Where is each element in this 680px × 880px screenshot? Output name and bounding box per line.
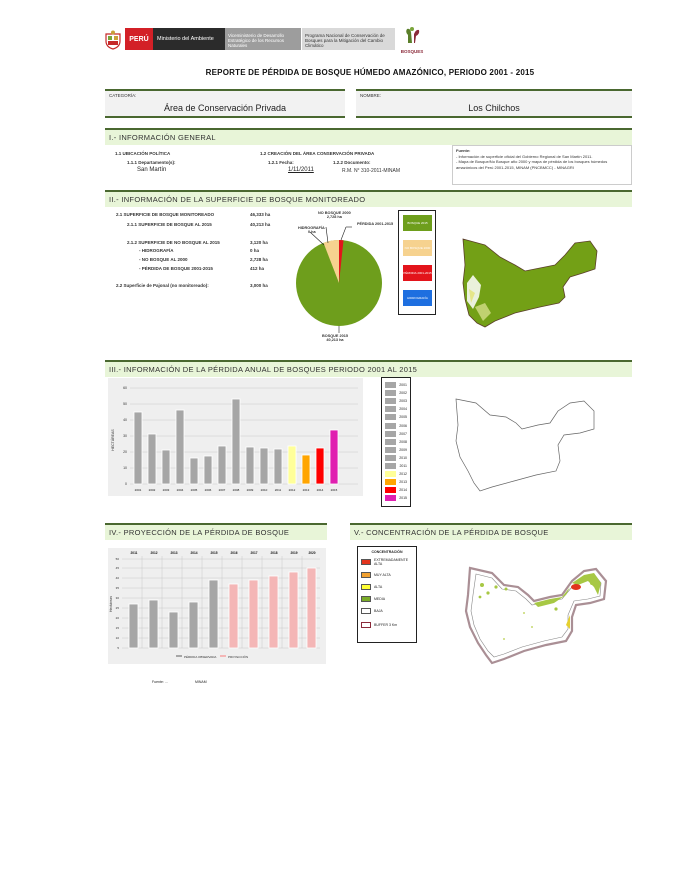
s2-row-value: 2,728 ha <box>250 257 268 262</box>
date-value: 1/11/2011 <box>288 167 314 173</box>
svg-text:2009: 2009 <box>246 488 254 492</box>
s2-row-value: 412 ha <box>250 266 265 271</box>
svg-text:2008: 2008 <box>232 488 240 492</box>
peru-shield-logo <box>104 30 122 50</box>
program-label: Programa Nacional de Conservación de Bosques para la Mitigación del Cambio Climático <box>302 28 395 50</box>
bosques-label: BOSQUES <box>400 49 424 54</box>
svg-text:2019: 2019 <box>290 551 298 555</box>
svg-text:2014: 2014 <box>316 488 324 492</box>
name-value: Los Chilchos <box>468 103 520 113</box>
vice-ministry-label: Viceministerio de Desarrollo Estratégico de los Recursos Naturales <box>225 28 301 50</box>
legend-row-2015 <box>385 494 407 502</box>
legend-row-2012 <box>385 470 407 478</box>
svg-text:30: 30 <box>123 434 127 438</box>
legend-year: 2014 <box>399 488 407 493</box>
svg-text:20: 20 <box>123 450 127 454</box>
svg-text:50: 50 <box>123 402 127 406</box>
svg-text:2003: 2003 <box>162 488 170 492</box>
pie-label-no-bosque-name: NO BOSQUE 2000 <box>318 211 351 215</box>
s2-row-value: 46,333 ha <box>250 212 271 217</box>
legend-year: 2003 <box>399 399 407 404</box>
svg-text:60: 60 <box>123 386 127 390</box>
footer-note-left: Fuente: ... <box>152 680 168 684</box>
forest-legend <box>398 210 436 315</box>
pie-label-no-bosque <box>318 211 351 219</box>
svg-text:2011: 2011 <box>274 488 282 492</box>
svg-text:2010: 2010 <box>260 488 268 492</box>
pie-label-bosque-name: BOSQUE 2015 <box>322 334 348 338</box>
category-label: CATEGORÍA: <box>109 93 137 98</box>
pie-label-bosque-value: 40,213 ha <box>326 338 344 342</box>
svg-text:50: 50 <box>115 557 119 561</box>
report-title: REPORTE DE PÉRDIDA DE BOSQUE HÚMEDO AMAZÓNICO, PERIODO 2001 - 2015 <box>205 68 535 77</box>
department-label: 1.1.1 Departamento(s): <box>127 160 176 165</box>
tree-icon <box>402 26 422 44</box>
svg-text:2013: 2013 <box>170 551 178 555</box>
legend-row-2013 <box>385 478 407 486</box>
political-location-label: 1.1 UBICACIÓN POLÍTICA <box>115 151 171 156</box>
legend-year: 2011 <box>399 463 407 468</box>
section4-header: IV.- PROYECCIÓN DE LA PÉRDIDA DE BOSQUE <box>105 523 327 540</box>
legend-year: 2015 <box>399 496 407 501</box>
projection-chart <box>108 548 326 664</box>
s2-row-label: - PÉRDIDA DE BOSQUE 2001-2015 <box>139 266 213 271</box>
svg-text:HECTÁREAS: HECTÁREAS <box>111 429 115 451</box>
legend-row-2007 <box>385 430 407 438</box>
svg-text:2013: 2013 <box>302 488 310 492</box>
svg-text:15: 15 <box>115 626 119 630</box>
pie-label-hidrografia-name: HIDROGRAFÍA <box>298 226 325 230</box>
section5-header: V.- CONCENTRACIÓN DE LA PÉRDIDA DE BOSQUE <box>350 523 632 540</box>
legend-year: 2010 <box>399 455 407 460</box>
legend-media <box>361 596 413 602</box>
s2-row-value: 3,000 ha <box>250 283 268 288</box>
svg-text:2011: 2011 <box>130 551 138 555</box>
pie-label-perdida-name: PÉRDIDA 2001-2015 <box>357 222 394 226</box>
source-line-1: - Información de superficie oficial del Gobierno Regional de San Martín 2011. <box>456 153 593 159</box>
svg-text:40: 40 <box>123 418 127 422</box>
legend-label: MUY ALTA <box>374 573 391 577</box>
concentration-map <box>462 565 612 665</box>
svg-text:2016: 2016 <box>230 551 238 555</box>
svg-text:45: 45 <box>115 566 119 570</box>
concentration-legend-title: CONCENTRACIÓN <box>371 550 403 554</box>
forest-cover-map <box>455 235 605 335</box>
source-title: Fuente: <box>456 148 471 153</box>
legend-year: 2007 <box>399 431 407 436</box>
concentration-legend <box>357 546 417 643</box>
legend-alta <box>361 584 413 590</box>
annual-loss-legend <box>381 377 411 507</box>
source-line-2: - Mapa de Bosque/No Bosque año 2000 y mapa de pérdida de los bosques húmedos amazónicos del Perú 2001-2015, MINAM (PNCBMCC) - MINAGRI <box>456 159 608 170</box>
legend-row-2003 <box>385 397 407 405</box>
legend-extremadamente-alta <box>361 558 413 566</box>
legend-year: 2005 <box>399 415 407 420</box>
s2-row-value: 40,213 ha <box>250 222 271 227</box>
legend-label: ALTA <box>374 585 383 589</box>
svg-text:10: 10 <box>115 636 119 640</box>
svg-text:2007: 2007 <box>218 488 226 492</box>
legend-row-2004 <box>385 405 407 413</box>
s2-row-value: 0 ha <box>250 248 260 253</box>
svg-text:2017: 2017 <box>250 551 258 555</box>
legend-buffer <box>361 622 413 628</box>
document-value: R.M. N° 310-2011-MINAM <box>342 168 401 174</box>
svg-text:2020: 2020 <box>308 551 316 555</box>
svg-text:2012: 2012 <box>288 488 296 492</box>
legend-row-2002 <box>385 389 407 397</box>
legend-row-2006 <box>385 421 407 429</box>
source-box <box>452 145 632 185</box>
name-label: NOMBRE: <box>360 93 382 98</box>
legend-no-bosque: NO BOSQUE 2000 <box>403 240 432 256</box>
svg-text:2004: 2004 <box>176 488 184 492</box>
svg-text:2001: 2001 <box>134 488 142 492</box>
svg-text:20: 20 <box>115 616 119 620</box>
section3-header: III.- INFORMACIÓN DE LA PÉRDIDA ANUAL DE BOSQUES PERIODO 2001 AL 2015 <box>105 360 632 377</box>
legend-row-2005 <box>385 413 407 421</box>
ministry-logo <box>125 28 225 50</box>
legend-hidrografia: HIDROGRAFÍA <box>403 290 432 306</box>
s2-row-value: 3,120 ha <box>250 240 268 245</box>
svg-text:2018: 2018 <box>270 551 278 555</box>
document-label: 1.2.2 Documento: <box>333 160 371 165</box>
svg-text:PÉRDIDA OBSERVADA: PÉRDIDA OBSERVADA <box>184 655 217 659</box>
legend-row-2008 <box>385 438 407 446</box>
name-box <box>356 89 632 118</box>
svg-text:2005: 2005 <box>190 488 198 492</box>
legend-label: BAJA <box>374 609 383 613</box>
svg-text:35: 35 <box>115 586 119 590</box>
date-label: 1.2.1 Fecha: <box>268 160 294 165</box>
legend-year: 2013 <box>399 480 407 485</box>
legend-bosque: BOSQUE 2015 <box>403 215 432 231</box>
legend-row-2010 <box>385 454 407 462</box>
bosques-logo <box>398 26 426 52</box>
legend-row-2014 <box>385 486 407 494</box>
peru-label: PERÚ <box>125 28 153 50</box>
legend-label: MEDIA <box>374 597 386 601</box>
svg-text:25: 25 <box>115 606 119 610</box>
pie-label-hidrografia-value: 0 ha <box>308 230 316 234</box>
department-value: San Martín <box>137 167 167 173</box>
footer-note-right: MINAM <box>195 680 207 684</box>
pie-label-perdida <box>357 222 393 226</box>
legend-muy-alta <box>361 572 413 578</box>
s2-row-label: 2.1.2 SUPERFICIE DE NO BOSQUE AL 2015 <box>127 240 220 245</box>
annual-loss-chart <box>108 378 363 496</box>
pie-label-bosque <box>322 334 348 342</box>
legend-year: 2004 <box>399 407 407 412</box>
svg-text:30: 30 <box>115 596 119 600</box>
svg-text:PROYECCIÓN: PROYECCIÓN <box>228 655 249 659</box>
svg-text:2002: 2002 <box>148 488 156 492</box>
s2-row-label: - HIDROGRAFÍA <box>139 248 174 253</box>
legend-row-2011 <box>385 462 407 470</box>
svg-text:0: 0 <box>125 482 127 486</box>
legend-row-2009 <box>385 446 407 454</box>
svg-text:5: 5 <box>117 646 119 650</box>
ministry-name: Ministerio del Ambiente <box>157 36 214 42</box>
legend-row-2001 <box>385 381 407 389</box>
svg-text:2015: 2015 <box>330 488 338 492</box>
legend-year: 2008 <box>399 439 407 444</box>
svg-text:Hectáreas: Hectáreas <box>109 596 113 612</box>
s2-row-label: 2.2 Superficie de Pajonal (no monitoreado): <box>116 283 209 288</box>
pie-label-hidrografia <box>298 226 325 234</box>
legend-label: EXTREMADAMENTE ALTA <box>374 558 409 566</box>
legend-perdida: PÉRDIDA 2001-2015 <box>403 265 432 281</box>
legend-year: 2001 <box>399 383 407 388</box>
legend-year: 2012 <box>399 472 407 477</box>
legend-baja <box>361 608 413 614</box>
section2-header: II.- INFORMACIÓN DE LA SUPERFICIE DE BOSQUE MONITOREADO <box>105 190 632 207</box>
legend-year: 2002 <box>399 391 407 396</box>
annual-loss-map <box>450 395 605 500</box>
legend-year: 2006 <box>399 423 407 428</box>
category-box <box>105 89 345 118</box>
s2-row-label: 2.1.1 SUPERFICIE DE BOSQUE AL 2015 <box>127 222 212 227</box>
svg-text:2015: 2015 <box>210 551 218 555</box>
category-value: Área de Conservación Privada <box>163 103 287 113</box>
svg-text:2012: 2012 <box>150 551 158 555</box>
svg-text:40: 40 <box>115 576 119 580</box>
creation-label: 1.2 CREACIÓN DEL ÁREA CONSERVACIÓN PRIVADA <box>260 151 375 156</box>
s2-row-label: 2.1 SUPERFICIE DE BOSQUE MONITOREADO <box>116 212 215 217</box>
legend-year: 2009 <box>399 447 407 452</box>
pie-label-no-bosque-value: 2,728 ha <box>326 215 342 219</box>
s2-row-label: - NO BOSQUE AL 2000 <box>139 257 188 262</box>
section1-header: I.- INFORMACIÓN GENERAL <box>105 128 632 145</box>
svg-text:2006: 2006 <box>204 488 212 492</box>
svg-text:10: 10 <box>123 466 127 470</box>
legend-label: BUFFER 3 Km <box>374 623 398 627</box>
svg-text:2014: 2014 <box>190 551 198 555</box>
